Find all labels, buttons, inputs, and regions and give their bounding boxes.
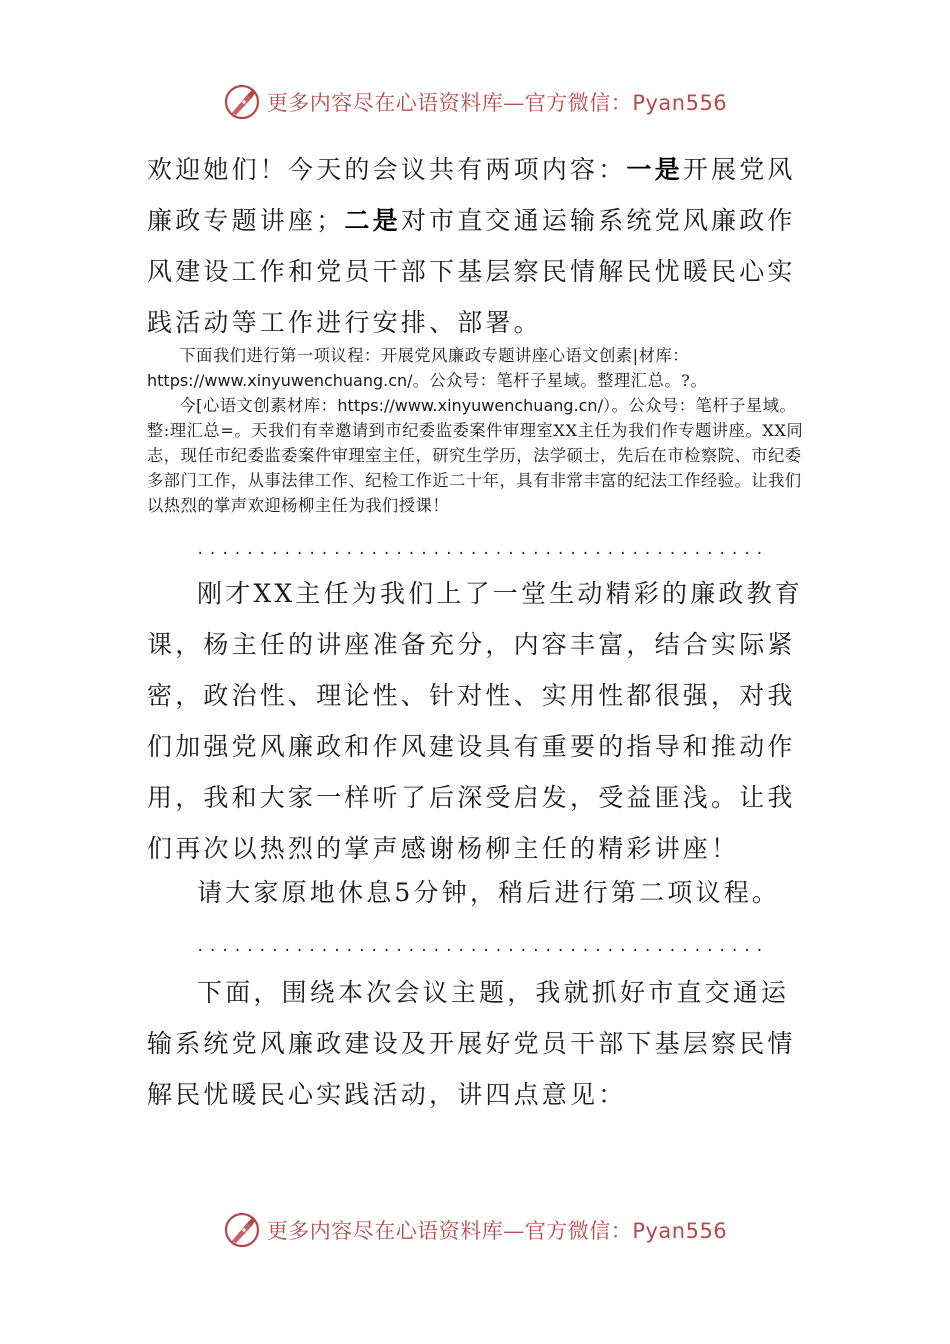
banner-text: 更多内容尽在心语资料库—官方微信：Pyan556: [266, 1219, 728, 1243]
bold-item-two: 二是: [344, 206, 401, 235]
paragraph-break: 请大家原地休息5分钟，稍后进行第二项议程。: [197, 878, 781, 907]
url-link: https://www.xinyuwenchuang.cn/: [337, 396, 603, 415]
bold-item-one: 一是: [626, 155, 683, 184]
banner-text: 更多内容尽在心语资料库—官方微信：Pyan556: [266, 91, 728, 115]
dotted-separator: ..............................................: [196, 939, 768, 955]
pen-nib-logo-icon: [223, 1211, 261, 1249]
paragraph-thanks: 刚才XX主任为我们上了一堂生动精彩的廉政教育课，杨主任的讲座准备充分，内容丰富，结合实际紧密，政治性、理论性、针对性、实用性都很强，对我们加强党风廉政和作风建设具有重要的指导和推动作用，我和大家一样听了后深受启发，受益匪浅。让我们再次以热烈的掌声感谢杨柳主任的精彩讲座！: [147, 579, 803, 863]
paragraph-main-topic: 下面，围绕本次会议主题，我就抓好市直交通运输系统党风廉政建设及开展好党员干部下基层察民情解民忧暖民心实践活动，讲四点意见：: [147, 978, 796, 1109]
pen-nib-logo-icon: [223, 83, 261, 121]
footer-banner: [0, 1208, 950, 1252]
dotted-separator: ..............................................: [196, 542, 768, 558]
paragraph-speaker-intro: 今[心语文创素材库：https://www.xinyuwenchuang.cn/）。公众号：笔杆子星域。整:理汇总=。天我们有幸邀请到市纪委监委案件审理室XX主任为我们作专题讲座。XX同志，现任市纪委监委案件审理室主任，研究生学历，法学硕士，先后在市检察院、市纪委多部门工作，从事法律工作、纪检工作近二十年，具有非常丰富的纪法工作经验。让我们以热烈的掌声欢迎杨柳主任为我们授课！: [147, 396, 804, 515]
wechat-id: Pyan556: [632, 91, 728, 115]
paragraph-first-item: 下面我们进行第一项议程：开展党风廉政专题讲座心语文创素|材库：https://www.xinyuwenchuang.cn/。公众号：笔杆子星域。整理汇总。?。: [147, 346, 708, 390]
url-link: https://www.xinyuwenchuang.cn/: [147, 371, 413, 390]
paragraph-agenda: 欢迎她们！今天的会议共有两项内容：一是开展党风廉政专题讲座；二是对市直交通运输系统党风廉政作风建设工作和党员干部下基层察民情解民忧暖民心实践活动等工作进行安排、部署。: [147, 155, 796, 337]
wechat-id: Pyan556: [632, 1219, 728, 1243]
header-banner: [0, 80, 950, 124]
